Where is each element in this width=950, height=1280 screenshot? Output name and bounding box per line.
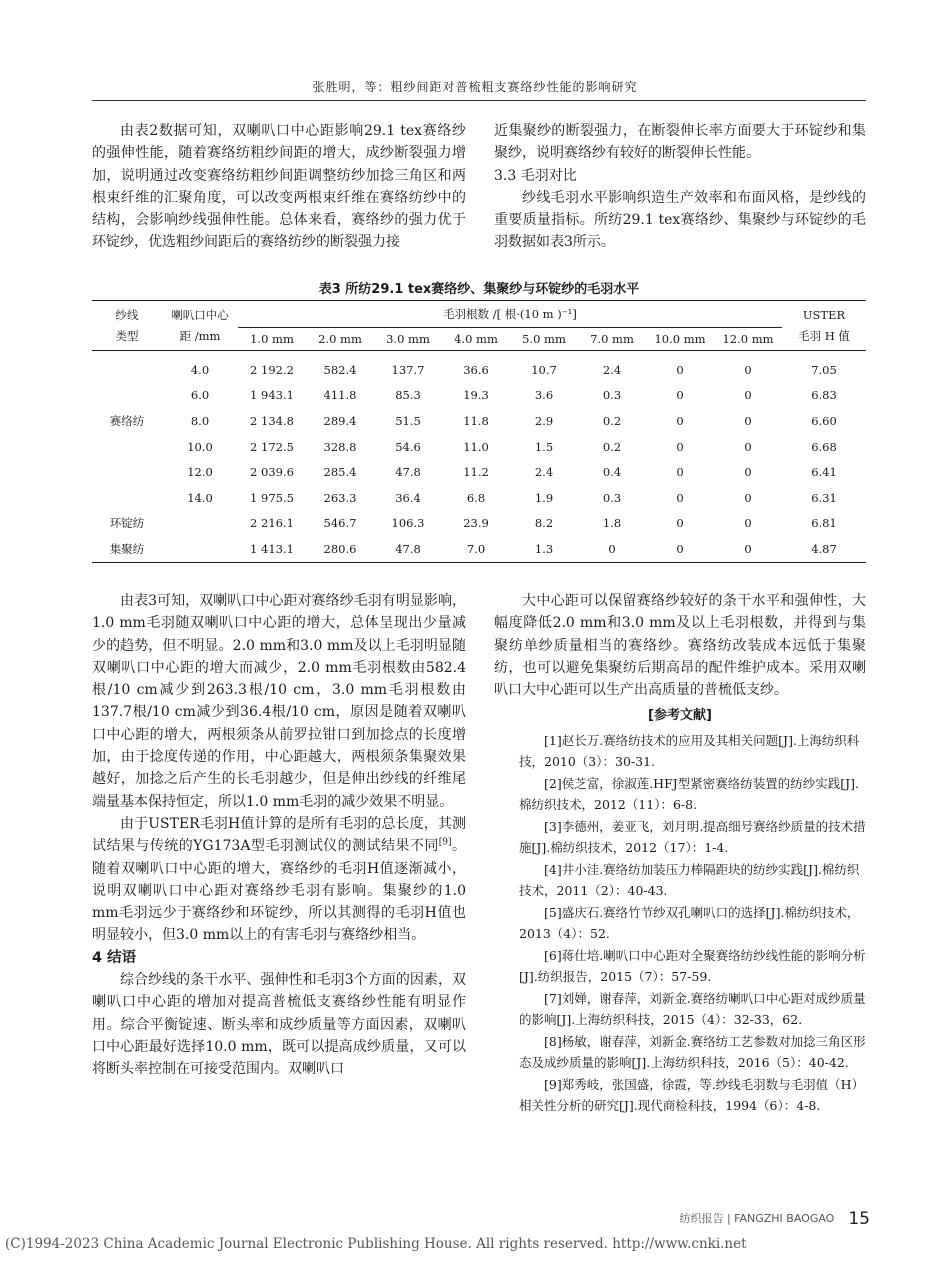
table-cell	[92, 459, 162, 485]
header-rule	[92, 100, 866, 101]
table-cell	[92, 383, 162, 409]
table-cell: 0	[744, 388, 752, 403]
table-caption: 表3 所纺29.1 tex赛络纱、集聚纱与环锭纱的毛羽水平	[318, 282, 640, 297]
table-cell: 36.6	[463, 362, 489, 377]
table-cell: 2 172.5	[250, 439, 294, 454]
table-cell: 2 216.1	[250, 516, 294, 531]
table-cell: 0	[646, 536, 714, 562]
table-cell: 280.6	[306, 536, 374, 562]
table-row	[92, 459, 866, 485]
table-cell: 19.3	[463, 388, 489, 403]
table-cell: 集聚纺	[92, 536, 162, 562]
table-cell: 8.0	[190, 413, 210, 428]
table-row	[92, 408, 866, 434]
table-cell: 0.4	[602, 465, 622, 480]
header-hair-col: 5.0 mm	[510, 328, 578, 351]
table-cell	[92, 434, 162, 460]
table-row	[92, 485, 866, 511]
table-cell: 3.6	[534, 388, 554, 403]
reference-item: [3]李德州，姜亚飞，刘月明.提高细号赛络纱质量的技术措施[J].棉纺织技术，2012（17）：1-4.	[519, 818, 866, 856]
header-hair-col: 3.0 mm	[374, 328, 442, 351]
text: 由于USTER毛羽H值计算的是所有毛羽的总长度，其测试结果与传统的YG173A型毛羽测试仪的测试结果不同	[92, 815, 466, 855]
table-cell: 289.4	[323, 413, 357, 428]
header-hair-col: 2.0 mm	[306, 328, 374, 351]
table-cell	[92, 485, 162, 511]
table-cell: 6.68	[811, 439, 837, 454]
table-cell: 环锭纺	[109, 516, 145, 531]
table-cell: 0	[676, 516, 684, 531]
table-cell: 2 134.8	[250, 413, 294, 428]
header-yarn-type: 纱线 类型	[92, 301, 162, 351]
table-cell	[92, 351, 162, 383]
table-cell: 8.2	[534, 516, 554, 531]
reference-item: [5]盛庆石.赛络竹节纱双孔喇叭口的选择[J].棉纺织技术，2013（4）：52.	[519, 904, 860, 942]
table-row	[92, 383, 866, 409]
copyright-line: (C)1994-2023 China Academic Journal Electronic Publishing House. All rights reserved. http://www.cnki.net	[5, 1236, 747, 1252]
table-cell: 411.8	[323, 388, 357, 403]
table-cell: 0	[744, 465, 752, 480]
reference-item: [1]赵长万.赛络纺技术的应用及其相关问题[J].上海纺织科技，2010（3）：30-31.	[519, 732, 860, 770]
table-cell: 赛络纺	[109, 413, 145, 428]
references-list	[494, 730, 866, 1117]
table-cell: 0	[744, 490, 752, 505]
reference-item: [4]井小洼.赛络纺加装压力棒隔距块的纺纱实践[J].棉纺织技术，2011（2）：40-43.	[519, 861, 860, 899]
table-cell: 51.5	[395, 413, 421, 428]
table-cell: 10.0	[187, 439, 213, 454]
header-hair-col: 4.0 mm	[442, 328, 510, 351]
table-cell: 85.3	[395, 388, 421, 403]
left-column-top	[92, 120, 466, 254]
table-cell: 1 943.1	[250, 388, 294, 403]
table-cell: 2.4	[602, 362, 622, 377]
table-cell: 0	[744, 362, 752, 377]
paragraph: 由表3可知，双喇叭口中心距对赛络纱毛羽有明显影响，1.0 mm毛羽随双喇叭口中心距的增大，总体呈现出少量减少的趋势，但不明显。2.0 mm和3.0 mm及以上毛羽明显随双喇叭口中心距的增大而减少，2.0 mm毛羽根数由582.4根/10 cm减少到263.3根/10 cm，3.0 mm毛羽根数由137.7根/10 cm减少到36.4根/10 cm，原因是随着双喇叭口中心距的增大，两根须条从前罗拉钳口到加捻点的长度增加，由于捻度传递的作用，中心距越大，两根须条集聚效果越好，加捻之后产生的长毛羽越少，但是伸出纱线的纤维尾端量基本保持恒定，所以1.0 mm毛羽的减少效果不明显。	[92, 593, 466, 810]
paragraph: 近集聚纱的断裂强力，在断裂伸长率方面要大于环锭纱和集聚纱，说明赛络纱有较好的断裂伸长性能。	[494, 123, 866, 162]
table-cell: 11.2	[463, 465, 489, 480]
table-cell: 11.8	[463, 413, 489, 428]
table-cell: 11.0	[463, 439, 489, 454]
table-cell: 6.0	[190, 388, 210, 403]
table-cell: 47.8	[395, 465, 421, 480]
table-cell: 0	[676, 465, 684, 480]
table-cell: 137.7	[391, 362, 425, 377]
table-cell: 2.4	[534, 465, 554, 480]
table-cell: 0	[676, 413, 684, 428]
right-column-top	[494, 120, 866, 254]
references-title: [参考文献]	[648, 708, 712, 724]
table-cell: 0	[714, 536, 782, 562]
table-cell	[162, 511, 238, 537]
table-cell: 546.7	[323, 516, 357, 531]
table-cell: 0.3	[602, 490, 622, 505]
table-cell: 6.31	[811, 490, 837, 505]
table-cell: 36.4	[395, 490, 421, 505]
paragraph: 纱线毛羽水平影响织造生产效率和布面风格，是纱线的重要质量指标。所纺29.1 tex赛络纱、集聚纱与环锭纱的毛羽数据如表3所示。	[494, 189, 866, 251]
table-cell: 54.6	[395, 439, 421, 454]
table-cell: 6.8	[466, 490, 486, 505]
running-title: 张胜明，等：粗纱间距对普梳粗支赛络纱性能的影响研究	[312, 80, 638, 94]
reference-item: [6]蒋仕培.喇叭口中心距对全聚赛络纺纱线性能的影响分析[J].纺织报告，2015（7）：57-59.	[519, 947, 866, 985]
table-cell: 4.87	[782, 536, 866, 562]
table-cell: 2.9	[534, 413, 554, 428]
table-cell: 285.4	[323, 465, 357, 480]
table-cell: 582.4	[323, 362, 357, 377]
table-cell: 4.0	[190, 362, 210, 377]
table-cell: 0	[578, 536, 646, 562]
text: 。随着双喇叭口中心距的增大，赛络纱的毛羽H值逐渐减小，说明双喇叭口中心距对赛络纱毛羽有影响。集聚纱的1.0 mm毛羽远少于赛络纱和环锭纱，所以其测得的毛羽H值也明显较小，但3.0 mm以上的有害毛羽与赛络纱相当。	[92, 838, 467, 944]
table-cell: 2 192.2	[250, 362, 294, 377]
header-distance: 喇叭口中心 距 /mm	[162, 301, 238, 351]
table-cell: 1.5	[534, 439, 554, 454]
table-cell: 328.8	[323, 439, 357, 454]
table-cell: 0.3	[602, 388, 622, 403]
paragraph: 综合纱线的条干水平、强伸性和毛羽3个方面的因素，双喇叭口中心距的增加对提高普梳低支赛络纱性能有明显作用。综合平衡锭速、断头率和成纱质量等方面因素，双喇叭口中心距最好选择10.0 mm，既可以提高成纱质量，又可以将断头率控制在可接受范围内。双喇叭口	[92, 972, 466, 1078]
table-cell: 47.8	[374, 536, 442, 562]
table-cell: 1.3	[510, 536, 578, 562]
table-cell: 12.0	[187, 465, 213, 480]
table-cell: 1.8	[602, 516, 622, 531]
section-heading-4: 4 结语	[92, 949, 137, 966]
table-cell: 6.60	[811, 413, 837, 428]
table-cell: 0	[676, 490, 684, 505]
table-cell	[162, 536, 238, 562]
table-cell: 106.3	[391, 516, 425, 531]
journal-name: 纺织报告 | FANGZHI BAOGAO	[679, 1212, 835, 1225]
table-row	[92, 536, 866, 562]
table-cell: 6.81	[811, 516, 837, 531]
table-cell: 1 413.1	[238, 536, 306, 562]
table-cell: 0	[744, 516, 752, 531]
table-cell: 6.83	[811, 388, 837, 403]
reference-item: [8]杨敏，谢春萍，刘新金.赛络纺工艺参数对加捻三角区形态及成纱质量的影响[J].上海纺织科技，2016（5）：40-42.	[519, 1033, 866, 1071]
reference-item: [2]侯芝富，徐淑莲.HFJ型紧密赛络纺装置的纺纱实践[J].棉纺织技术，2012（11）：6-8.	[519, 775, 860, 813]
section-heading-3-3: 3.3 毛羽对比	[494, 167, 577, 184]
table-cell: 0	[676, 388, 684, 403]
table-cell: 6.41	[811, 465, 837, 480]
table-cell: 0	[676, 362, 684, 377]
page-number: 15	[848, 1209, 870, 1229]
header-hair-col: 10.0 mm	[646, 328, 714, 351]
header-hair-col: 1.0 mm	[238, 328, 306, 351]
table-cell: 10.7	[531, 362, 557, 377]
hairiness-table	[92, 300, 866, 563]
header-hair-col: 12.0 mm	[714, 328, 782, 351]
reference-item: [7]刘婵，谢春萍，刘新金.赛络纺喇叭口中心距对成纱质量的影响[J].上海纺织科技，2015（4）：32-33，62.	[519, 990, 866, 1028]
page-footer	[679, 1209, 870, 1229]
table-cell: 2 039.6	[250, 465, 294, 480]
table-cell: 0.2	[602, 439, 622, 454]
table-cell: 263.3	[323, 490, 357, 505]
reference-item: [9]郑秀岐，张国盛，徐霞，等.纱线毛羽数与毛羽值（H）相关性分析的研究[J].现代商检科技，1994（6）：4-8.	[519, 1076, 865, 1114]
right-column-bottom	[494, 590, 866, 1117]
table-cell: 0	[676, 439, 684, 454]
table-cell: 7.0	[442, 536, 510, 562]
table-cell: 23.9	[463, 516, 489, 531]
table-row	[92, 434, 866, 460]
header-hairiness-group: 毛羽根数 /[ 根·(10 m )⁻¹]	[238, 301, 782, 328]
table-cell: 0	[744, 439, 752, 454]
table-row	[92, 511, 866, 537]
paragraph: 由表2数据可知，双喇叭口中心距影响29.1 tex赛络纱的强伸性能，随着赛络纺粗纱间距的增大，成纱断裂强力增加，说明通过改变赛络纺粗纱间距调整纺纱加捻三角区和两根束纤维的汇聚角度，可以改变两根束纤维在赛络纺纱中的结构，会影响纱线强伸性能。总体来看，赛络纱的强力优于环锭纱，优选粗纱间距后的赛络纺纱的断裂强力接	[92, 123, 466, 251]
table-cell: 1 975.5	[250, 490, 294, 505]
table-row	[92, 351, 866, 383]
header-hair-col: 7.0 mm	[578, 328, 646, 351]
citation: [9]	[438, 837, 452, 848]
paragraph: 大中心距可以保留赛络纱较好的条干水平和强伸性，大幅度降低2.0 mm和3.0 mm及以上毛羽根数，并得到与集聚纺单纱质量相当的赛络纱。赛络纺改装成本远低于集聚纺，也可以避免集聚纺后期高昂的配件维护成本。采用双喇叭口大中心距可以生产出高质量的普梳低支纱。	[494, 593, 866, 699]
table-cell: 1.9	[534, 490, 554, 505]
header-uster: USTER 毛羽 H 值	[782, 301, 866, 351]
table-cell: 0.2	[602, 413, 622, 428]
left-column-bottom	[92, 590, 466, 1081]
table-cell: 7.05	[811, 362, 837, 377]
table-cell: 0	[744, 413, 752, 428]
paragraph	[92, 813, 466, 947]
table-cell: 14.0	[187, 490, 213, 505]
